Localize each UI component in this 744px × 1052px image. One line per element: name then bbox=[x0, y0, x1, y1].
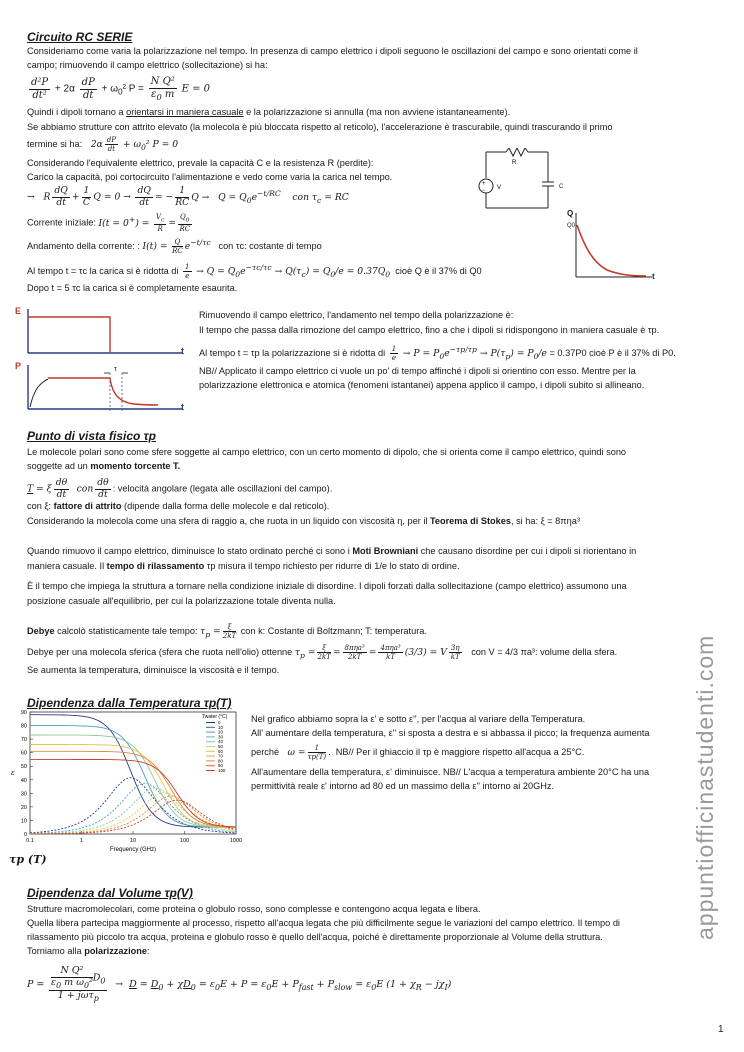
pulse-response-graph bbox=[12, 303, 192, 415]
equation-initial-current: Corrente iniziale: I(t = 0+) = $\frac{V_c}{R}$ = $\frac{Q_0}{RC}$ bbox=[27, 213, 191, 234]
legend-label: 100 bbox=[218, 768, 226, 773]
capacitor-label: C bbox=[559, 184, 564, 190]
paragraph: Quando rimuovo il campo elettrico, diminuisce lo stato ordinato perché ci sono i Moti Browniani che causano disordine per cui i dipoli si riorientano in bbox=[27, 546, 637, 556]
legend-label: 30 bbox=[218, 734, 223, 740]
paragraph: Quindi i dipoli tornano a orientarsi in maniera casuale e la polarizzazione si annulla (ma non avviene istantaneamente). bbox=[27, 107, 511, 117]
chart-caption: τp (T) bbox=[9, 853, 47, 866]
q-axis-label: Q bbox=[567, 209, 574, 218]
paragraph: Torniamo alla polarizzazione: bbox=[27, 946, 150, 956]
t-axis-label: t bbox=[652, 272, 655, 281]
y-tick-label: 60 bbox=[20, 750, 27, 757]
tau-label: τ bbox=[114, 366, 117, 373]
y-tick-label: 0 bbox=[23, 832, 27, 838]
section-title-temperature: Dipendenza dalla Temperatura τp(T) bbox=[27, 696, 232, 710]
section-title-physics: Punto di vista fisico τp bbox=[27, 429, 156, 443]
legend-label: 60 bbox=[218, 748, 223, 754]
y-tick-label: 90 bbox=[20, 710, 27, 716]
paragraph: maniera casuale. Il tempo di rilassamento τp misura il tempo richiesto per ridurre di 1/e lo stato di ordine. bbox=[27, 561, 460, 571]
section-title-volume: Dipendenza dal Volume τp(V) bbox=[27, 886, 193, 900]
equation-debye: Debye calcolò statisticamente tale tempo: $\tau_p$ = $\frac{\xi}{2kT}$ con k: Costante di Boltzmann; T: temperatura. bbox=[27, 623, 427, 641]
y-axis-label: ε bbox=[11, 769, 15, 777]
x-tick-label: 0.1 bbox=[26, 838, 34, 844]
x-tick-label: 1000 bbox=[229, 838, 243, 844]
paragraph: Se abbiamo strutture con attrito elevato (la molecola è più bloccata rispetto al reticolo), l'accelerazione è trascurabile, quindi trascurando il primo bbox=[27, 122, 613, 132]
paragraph: polarizzazione elettronica e atomica (fenomeni istantanei) appena applico il campo, i dipoli subito si allineano. bbox=[199, 380, 645, 390]
permittivity-chart bbox=[6, 708, 244, 858]
x-tick-label: 10 bbox=[129, 838, 137, 844]
equation-current: Andamento della corrente: : I(t) = $\frac{Q}{RC}$ $e^{-t/\tau c}$ con τc: costante di tempo bbox=[27, 238, 322, 256]
rc-circuit-diagram bbox=[476, 148, 556, 212]
paragraph: Il tempo che passa dalla rimozione del campo elettrico, fino a che i dipoli si ridispongono in maniera casuale è τp. bbox=[199, 325, 660, 335]
paragraph: All'aumentare della temperatura, ε' diminuisce. NB// L'acqua a temperatura ambiente 20°C ha una bbox=[251, 767, 650, 777]
equation-motion: $\frac{\text{d²P}}{\text{dt²}}$ + 2α $\frac{dP}{dt}$ + $\omega_0^2$ P = $\frac{\text{N Q²}}{\varepsilon_0 m}$ E = 0 bbox=[31, 76, 210, 102]
charge-decay-graph bbox=[562, 207, 666, 285]
equation-debye-sphere: Debye per una molecola sferica (sfera che ruota nell'olio) ottenne $\tau_p$ = $\frac{\xi}{2kT}$ = $\frac{\text{8πηa³}}{2kT}$ = $\frac{\text{4πηa³}}{kT}$ (3/3) = V $\frac{3\eta}{kT}$ con V = 4/3 πa³: volume della sfera. bbox=[27, 644, 618, 662]
paragraph: Considerando l'equivalente elettrico, prevale la capacità C e la resistenza R (perdite): bbox=[27, 158, 374, 168]
e-axis-label: E bbox=[15, 306, 22, 316]
paragraph: posizione casuale all'equilibrio, per cui la polarizzazione totale diventa nulla. bbox=[27, 596, 336, 606]
svg-text:+: + bbox=[482, 181, 486, 187]
y-tick-label: 40 bbox=[20, 777, 27, 784]
svg-text:−: − bbox=[482, 188, 486, 194]
legend-label: 40 bbox=[218, 739, 223, 745]
legend-label: 10 bbox=[218, 724, 223, 730]
paragraph: Strutture macromolecolari, come proteina o globulo rosso, sono complesse e contengono acqua legata e libera. bbox=[27, 904, 481, 914]
x-tick-label: 100 bbox=[179, 838, 190, 844]
legend-title: Twater (°C) bbox=[202, 714, 228, 720]
p-axis-label: P bbox=[15, 361, 22, 371]
equation-charge: → R $\frac{dQ}{dt}$ + $\frac{1}{C}$ Q = 0 → $\frac{dQ}{dt}$ = − $\frac{1}{RC}$ $Q \to Q = Q_0e^{-t/RC}$ con $\tau_c$ = RC bbox=[27, 185, 349, 208]
watermark: appuntiofficinastudenti.com bbox=[692, 634, 718, 940]
paragraph: All' aumentare della temperatura, ε'' si sposta a destra e si abbassa il picco; la frequenza aumenta bbox=[251, 728, 650, 738]
x-tick-label: 1 bbox=[79, 838, 84, 844]
equation-polarization: P = $\frac{\text{N Q²}}{\varepsilon_0 m \omega_0^2}$ $D_0$ 1 + jωτ$_p$ → $D = D_0 + \chi D_0 = \varepsilon_0E + P = \varepsilon_0E + P_{fast} + P_{slow} = \varepsilon_0E$ $(1 + \chi_R - j\chi_I)$ bbox=[27, 965, 452, 1003]
legend-label: 90 bbox=[218, 763, 223, 769]
paragraph: Considerando la molecola come una sfera di raggio a, che ruota in un liquido con viscosità η, per il Teorema di Stokes, si ha: ξ = 8πηa³ bbox=[27, 516, 580, 526]
legend-label: 0 bbox=[218, 720, 221, 725]
t-axis-label: t bbox=[181, 346, 184, 356]
paragraph: Consideriamo come varia la polarizzazione nel tempo. In presenza di campo elettrico i dipoli seguono le oscillazioni del campo e sono orientati come il bbox=[27, 46, 638, 56]
q0-label: Q0 bbox=[567, 223, 576, 229]
equation-torque: T = ξ $\frac{d\theta}{dt}$ con $\frac{d\theta}{dt}$ : velocità angolare (legata alle oscillazioni del campo). bbox=[27, 477, 333, 500]
paragraph: Se aumenta la temperatura, diminuisce la viscosità e il tempo. bbox=[27, 665, 280, 675]
legend-label: 20 bbox=[218, 729, 223, 735]
paragraph: Le molecole polari sono come sfere soggette al campo elettrico, con un certo momento di dipolo, che si orienta come il campo elettrico, quindi sono bbox=[27, 447, 627, 457]
y-tick-label: 10 bbox=[20, 818, 27, 825]
paragraph: È il tempo che impiega la struttura a tornare nella condizione iniziale di disordine. I dipoli forzati dalla sollecitazione (campo elettrico) assumono una bbox=[27, 581, 627, 591]
equation-omega: perché ω = $\frac{1}{\tau p(T)}$ . NB// Per il ghiaccio il τp è maggiore rispetto all'acqua a 25°C. bbox=[251, 744, 585, 762]
paragraph: campo; rimuovendo il campo elettrico (sollecitazione) si ha: bbox=[27, 60, 268, 70]
t-axis-label: t bbox=[181, 402, 184, 412]
equation-reduced: termine si ha: 2α $\frac{dP}{dt}$ + $\omega_0^2$ P = 0 bbox=[27, 136, 179, 154]
paragraph: Rimuovendo il campo elettrico, l'andamento nel tempo della polarizzazione è: bbox=[199, 310, 514, 320]
section-title-rc: Circuito RC SERIE bbox=[27, 30, 133, 44]
paragraph: permittività reale ε' intorno ad 80 ed un massimo della ε'' intorno ai 20GHz. bbox=[251, 781, 555, 791]
y-tick-label: 20 bbox=[20, 804, 27, 811]
paragraph: Nel grafico abbiamo sopra la ε' e sotto ε'', per l'acqua al variare della Temperatura. bbox=[251, 714, 586, 724]
equation-pol-decay: Al tempo t = τp la polarizzazione si è ridotta di $\frac{1}{e}$ → $P = P_0e^{-\tau p/\tau p} \to P(\tau_p) = P_0/e = 0.37P0$ cioè P è il 37% di P0. bbox=[199, 345, 676, 363]
y-tick-label: 80 bbox=[20, 723, 27, 730]
paragraph: Dopo t = 5 τc la carica si è completamente esaurita. bbox=[27, 283, 238, 293]
page-number: 1 bbox=[718, 1024, 724, 1035]
y-tick-label: 70 bbox=[20, 737, 27, 744]
paragraph: rilassamento più piccolo tra acqua, proteina e globulo rosso è quello dell'acqua, poiché è direttamente proporzionale al Volume della struttura. bbox=[27, 932, 603, 942]
source-label: V bbox=[497, 185, 502, 191]
paragraph: Carico la capacità, poi cortocircuito l'alimentazione e vedo come varia la carica nel tempo. bbox=[27, 172, 393, 182]
plot-frame bbox=[30, 712, 236, 834]
equation-reduction: Al tempo t = τc la carica si è ridotta di $\frac{1}{e}$ → $Q = Q_0e^{-\tau c/\tau c} \to Q(\tau_c) = Q_0/e = 0.37Q_0$ cioè Q è il 37% di Q0 bbox=[27, 263, 482, 281]
paragraph: NB// Applicato il campo elettrico ci vuole un po' di tempo affinché i dipoli si orientino con esso. Mentre per la bbox=[199, 366, 636, 376]
legend-label: 80 bbox=[218, 758, 223, 764]
paragraph: soggette ad un momento torcente T. bbox=[27, 461, 181, 471]
legend-label: 50 bbox=[218, 744, 223, 749]
paragraph: Quella libera partecipa maggiormente al processo, rispetto all'acqua legata che più difficilmente segue le variazioni del campo elettrico. Il tempo di bbox=[27, 918, 620, 928]
legend-label: 70 bbox=[218, 753, 223, 759]
resistor-label: R bbox=[512, 160, 517, 166]
y-tick-label: 30 bbox=[20, 791, 27, 798]
paragraph: con ξ: fattore di attrito (dipende dalla forma delle molecole e dal reticolo). bbox=[27, 501, 330, 511]
y-tick-label: 50 bbox=[20, 764, 27, 771]
x-axis-label: Frequency (GHz) bbox=[109, 847, 157, 853]
